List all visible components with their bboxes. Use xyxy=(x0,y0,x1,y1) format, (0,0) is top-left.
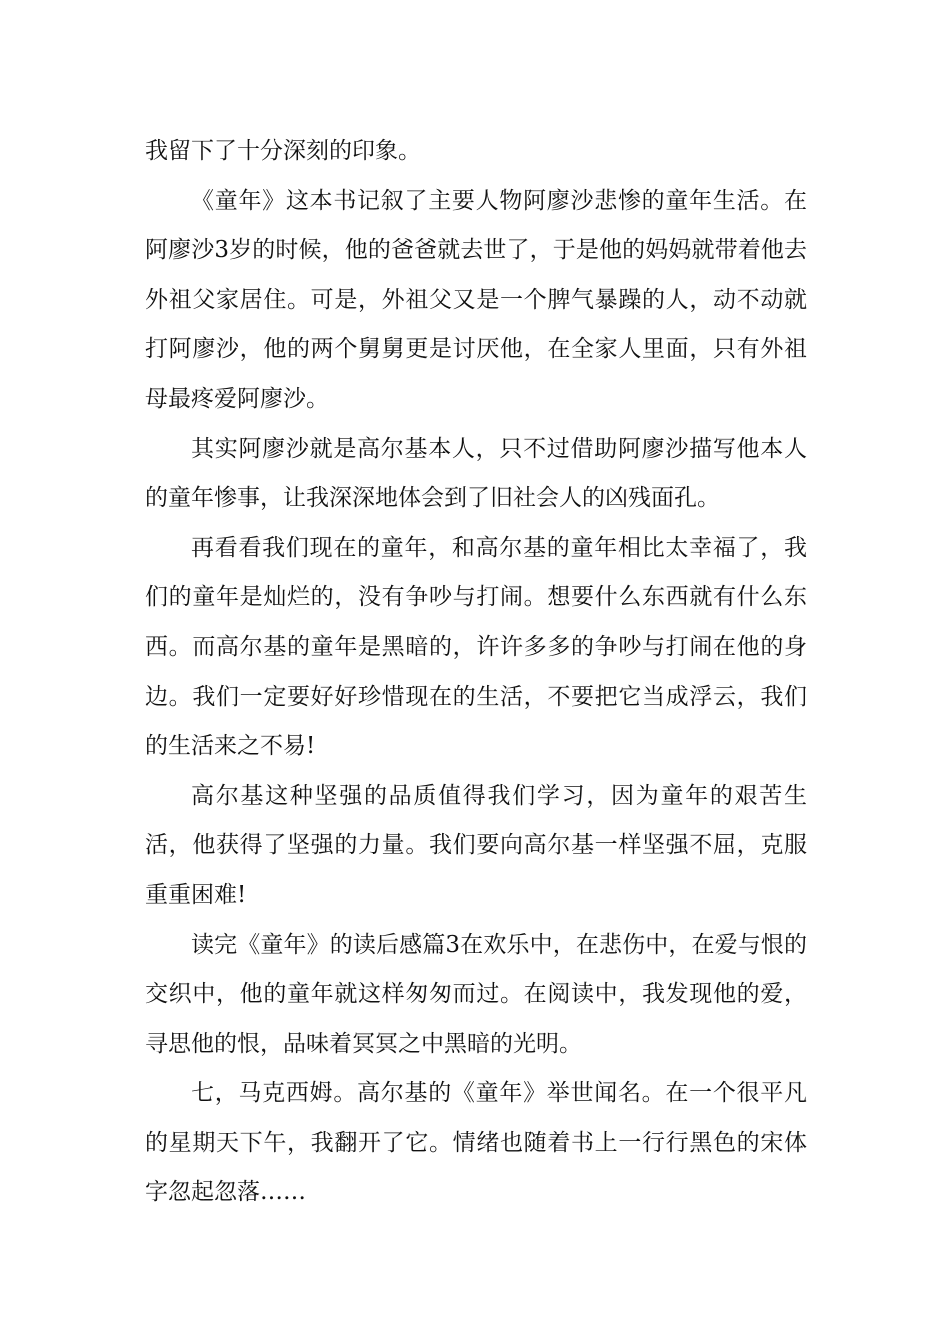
paragraph-review-3: 读完《童年》的读后感篇3在欢乐中，在悲伤中，在爱与恨的交织中，他的童年就这样匆匆而过。在阅读中，我发现他的爱，寻思他的恨，品味着冥冥之中黑暗的光明。 xyxy=(145,931,807,1057)
document-page xyxy=(145,127,807,1218)
paragraph-our-childhood: 再看看我们现在的童年，和高尔基的童年相比太幸福了，我们的童年是灿烂的，没有争吵与打闹。想要什么东西就有什么东西。而高尔基的童年是黑暗的，许许多多的争吵与打闹在他的身边。我们一定要好好珍惜现在的生活，不要把它当成浮云，我们的生活来之不易! xyxy=(145,534,807,760)
paragraph-strong-character: 高尔基这种坚强的品质值得我们学习，因为童年的艰苦生活，他获得了坚强的力量。我们要向高尔基一样坚强不屈，克服重重困难! xyxy=(145,782,807,908)
paragraph-childhood-summary: 《童年》这本书记叙了主要人物阿廖沙悲惨的童年生活。在阿廖沙3岁的时候，他的爸爸就去世了，于是他的妈妈就带着他去外祖父家居住。可是，外祖父又是一个脾气暴躁的人，动不动就打阿廖沙，他的两个舅舅更是讨厌他，在全家人里面，只有外祖母最疼爱阿廖沙。 xyxy=(145,187,807,412)
paragraph-alyosha-gorky: 其实阿廖沙就是高尔基本人，只不过借助阿廖沙描写他本人的童年惨事，让我深深地体会到了旧社会人的凶残面孔。 xyxy=(145,435,807,512)
paragraph-continued: 我留下了十分深刻的印象。 xyxy=(145,138,421,164)
paragraph-maxim: 七，马克西姆。高尔基的《童年》举世闻名。在一个很平凡的星期天下午，我翻开了它。情绪也随着书上一行行黑色的宋体字忽起忽落…… xyxy=(145,1080,807,1206)
